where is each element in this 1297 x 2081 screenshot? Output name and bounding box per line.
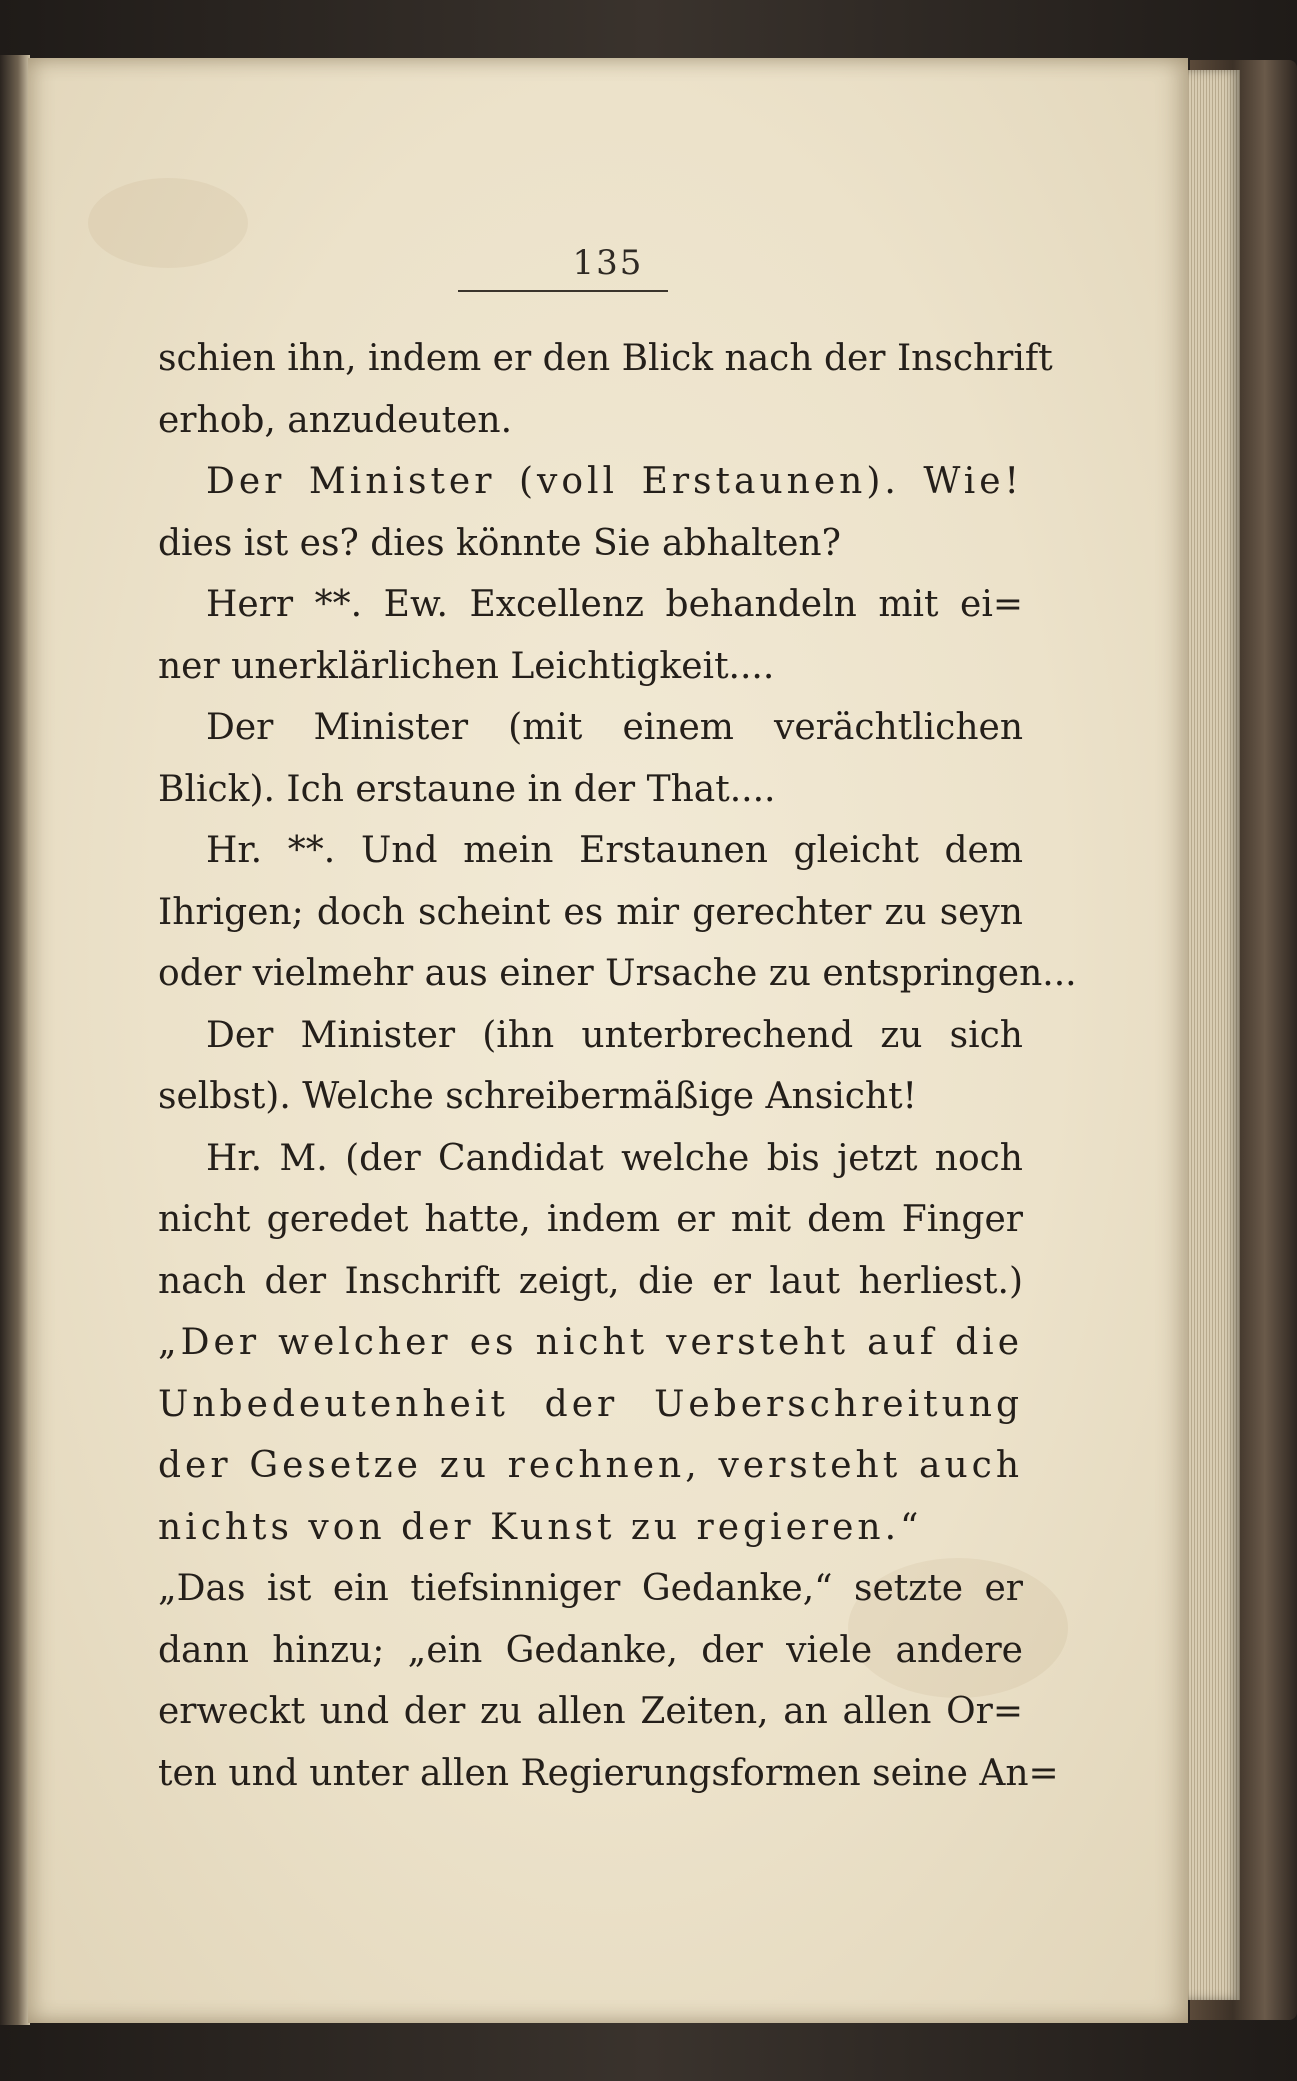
text-line: oder vielmehr aus einer Ursache zu entspringen... (158, 953, 1077, 994)
page-number: 135 (572, 243, 644, 283)
body-text (158, 328, 1077, 1804)
text-line: nichts von der Kunst zu regieren.“ (158, 1506, 923, 1548)
text-line: Der Minister (ihn unterbrechend zu sich (206, 1014, 1023, 1056)
text-line: Hr. **. Und mein Erstaunen gleicht dem (206, 830, 1023, 871)
header-rule (458, 290, 668, 292)
text-line: selbst). Welche schreibermäßige Ansicht! (158, 1076, 918, 1117)
text-line: „Das ist ein tiefsinniger Gedanke,“ setzte er (158, 1568, 1023, 1609)
text-line: nach der Inschrift zeigt, die er laut herliest.) (158, 1260, 1023, 1302)
text-line: Hr. M. (der Candidat welche bis jetzt noch (206, 1137, 1023, 1179)
text-line: Ihrigen; doch scheint es mir gerechter zu seyn (158, 891, 1023, 933)
text-line: ten und unter allen Regierungsformen seine An= (158, 1752, 1059, 1794)
text-line: nicht geredet hatte, indem er mit dem Finger (158, 1199, 1023, 1240)
text-line: dann hinzu; „ein Gedanke, der viele andere (158, 1629, 1023, 1671)
text-line: Herr **. Ew. Excellenz behandeln mit ei= (206, 584, 1023, 625)
text-line: schien ihn, indem er den Blick nach der Inschrift (158, 338, 1053, 379)
text-line: Der Minister (mit einem verächtlichen (206, 707, 1023, 748)
text-line: ner unerklärlichen Leichtigkeit.... (158, 645, 775, 687)
text-line: Der Minister (voll Erstaunen). Wie! (206, 461, 1023, 502)
text-line: „Der welcher es nicht versteht auf die (158, 1322, 1023, 1363)
text-line: erweckt und der zu allen Zeiten, an allen Or= (158, 1691, 1023, 1732)
text-line: Blick). Ich erstaune in der That.... (158, 768, 776, 810)
text-line: Unbedeutenheit der Ueberschreitung (158, 1383, 1023, 1425)
page-edges (1180, 70, 1240, 2000)
left-page-edge (0, 55, 30, 2025)
text-line: erhob, anzudeuten. (158, 399, 513, 441)
text-line: dies ist es? dies könnte Sie abhalten? (158, 522, 841, 564)
book-page (28, 58, 1188, 2023)
text-line: der Gesetze zu rechnen, versteht auch (158, 1445, 1023, 1486)
